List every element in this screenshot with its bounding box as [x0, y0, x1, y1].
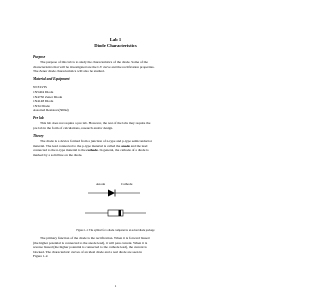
title-line-2: Diode Characteristics: [94, 43, 137, 48]
cathode-term: cathode: [86, 148, 98, 152]
cathode-label: Cathode: [121, 182, 133, 186]
materials-item: 1N5404 Diode: [33, 90, 54, 94]
purpose-line: The Zener diode characteristics will also be studied.: [33, 69, 105, 73]
materials-item: NI ELVIS: [33, 85, 47, 89]
purpose-heading: Purpose: [33, 55, 46, 59]
closing-line: reverse biased (the higher potential is connected to the cathode lead), the current is: [33, 245, 147, 249]
prelab-line: This lab does not require a pre lab. However, the rest of the labs may require the: [40, 121, 151, 125]
closing-line: blocked. The characteristic curves of an ideal diode and a real diode are seen in: [33, 249, 143, 254]
prelab-heading: Pre lab: [33, 116, 44, 120]
materials-item: Assorted Resistors(500Ω): [33, 108, 69, 112]
theory-line: The diode is a device formed from a junction of n-type and p-type semiconductor: [40, 139, 152, 143]
diode-package: [85, 210, 146, 216]
closing-line: (the higher potential is connected to the anode lead), it will pass current. When it is: [33, 240, 148, 245]
theory-line: marked by a solid line on the diode.: [33, 152, 83, 157]
purpose-line: characteristics that will be investigated are the I-V curve and the rectification properties.: [33, 64, 155, 69]
title-line-1: Lab 1: [109, 37, 122, 42]
prelab-line: pre lab in the form of calculations, research and/or design.: [33, 125, 114, 130]
theory-line: connected to the n-type material is the cathode. In general, the cathode of a diode is: [33, 148, 149, 152]
closing-line: Figure 1-2.: [33, 254, 49, 258]
materials-item: 1N4730 Zener Diode: [33, 94, 63, 99]
theory-line: material. The lead connected to the p-type material is called the anode and the lead: [33, 143, 148, 148]
diode-symbol: [88, 190, 140, 197]
closing-line: The primary function of the diode is the rectification. When it is forward biased: [40, 236, 150, 240]
page-number: 1: [114, 284, 117, 288]
materials-item: 1N4148 Diode: [33, 99, 54, 103]
anode-label: Anode: [96, 182, 106, 186]
materials-item: 1N34 Diode: [33, 103, 50, 108]
anode-term: anode: [121, 143, 130, 148]
theory-heading: Theory: [33, 134, 44, 138]
purpose-line: The purpose of this lab is to study the characteristics of the diode. Some of the: [40, 60, 148, 64]
materials-heading: Material and Equipment: [33, 77, 70, 81]
figure-caption: Figure 1-1: The symbol for a diode compared to an actual diode package: [76, 229, 155, 232]
